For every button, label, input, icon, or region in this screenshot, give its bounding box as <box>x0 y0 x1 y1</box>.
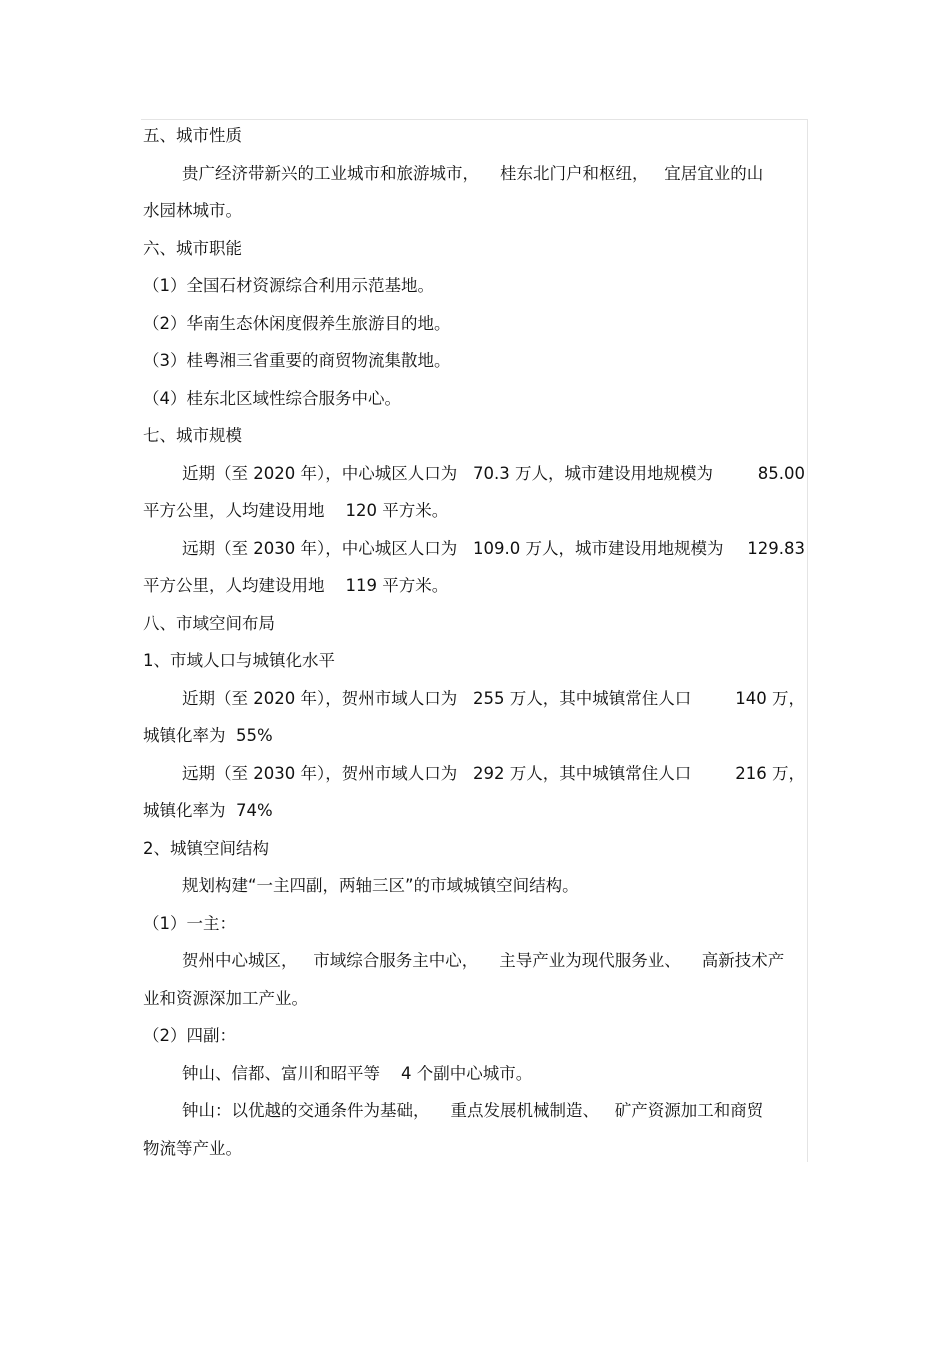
section-6-heading: 六、城市职能 <box>143 238 242 258</box>
section-8-near-term-line-2: 城镇化率为 55% <box>143 726 273 745</box>
section-8-zhongshan-line-2: 物流等产业。 <box>143 1138 242 1158</box>
section-8-item-1-line-2: 业和资源深加工产业。 <box>143 988 308 1008</box>
section-5-paragraph-line-2: 水园林城市。 <box>143 201 242 220</box>
section-8-subheading-2: 2、城镇空间结构 <box>143 838 269 858</box>
section-8-plan-paragraph: 规划构建“一主四副，两轴三区”的市域城镇空间结构。 <box>182 876 579 895</box>
section-7-long-term-line-1 <box>143 530 805 568</box>
section-7-long-term-area: 129.83 <box>747 538 805 558</box>
section-8-near-term-urban: 140 万， <box>735 688 805 708</box>
section-8-item-1-line-1: 贺州中心城区， 市域综合服务主中心， 主导产业为现代服务业、 高新技术产 <box>182 951 785 970</box>
section-7-near-term-area: 85.00 <box>757 463 805 483</box>
section-8-subheading-1: 1、市域人口与城镇化水平 <box>143 651 335 670</box>
section-7-near-term-line-1 <box>143 455 805 493</box>
section-8-near-term-line-1 <box>143 680 805 718</box>
section-8-heading: 八、市域空间布局 <box>143 613 275 633</box>
section-6-item-2: （2）华南生态休闲度假养生旅游目的地。 <box>143 313 451 333</box>
section-6-item-4: （4）桂东北区域性综合服务中心。 <box>143 388 401 408</box>
section-8-item-1: （1）一主： <box>143 913 236 933</box>
document-content <box>143 117 805 1167</box>
section-8-near-term-text: 近期（至 2020 年），贺州市域人口为 255 万人，其中城镇常住人口 <box>182 688 692 708</box>
section-8-long-term-urban: 216 万， <box>735 763 805 783</box>
section-6-item-3: （3）桂粤湘三省重要的商贸物流集散地。 <box>143 351 451 370</box>
section-7-long-term-line-2: 平方公里，人均建设用地 119 平方米。 <box>143 576 449 595</box>
section-8-item-2: （2）四副： <box>143 1026 236 1045</box>
section-7-long-term-text: 远期（至 2030 年），中心城区人口为 109.0 万人，城市建设用地规模为 <box>182 538 724 558</box>
section-8-long-term-line-1 <box>143 755 805 793</box>
section-7-near-term-text: 近期（至 2020 年），中心城区人口为 70.3 万人，城市建设用地规模为 <box>182 463 713 483</box>
section-6-item-1: （1）全国石材资源综合利用示范基地。 <box>143 276 434 295</box>
section-8-long-term-text: 远期（至 2030 年），贺州市域人口为 292 万人，其中城镇常住人口 <box>182 763 692 783</box>
section-5-heading: 五、城市性质 <box>143 126 242 145</box>
section-7-heading: 七、城市规模 <box>143 426 242 445</box>
section-8-item-2-line-1: 钟山、信都、富川和昭平等 4 个副中心城市。 <box>182 1063 533 1083</box>
section-8-long-term-line-2: 城镇化率为 74% <box>143 801 273 820</box>
section-7-near-term-line-2: 平方公里，人均建设用地 120 平方米。 <box>143 501 449 520</box>
section-8-zhongshan-line-1: 钟山：以优越的交通条件为基础， 重点发展机械制造、 矿产资源加工和商贸 <box>182 1101 764 1120</box>
section-5-paragraph-line-1: 贵广经济带新兴的工业城市和旅游城市， 桂东北门户和枢纽， 宜居宜业的山 <box>182 163 764 183</box>
